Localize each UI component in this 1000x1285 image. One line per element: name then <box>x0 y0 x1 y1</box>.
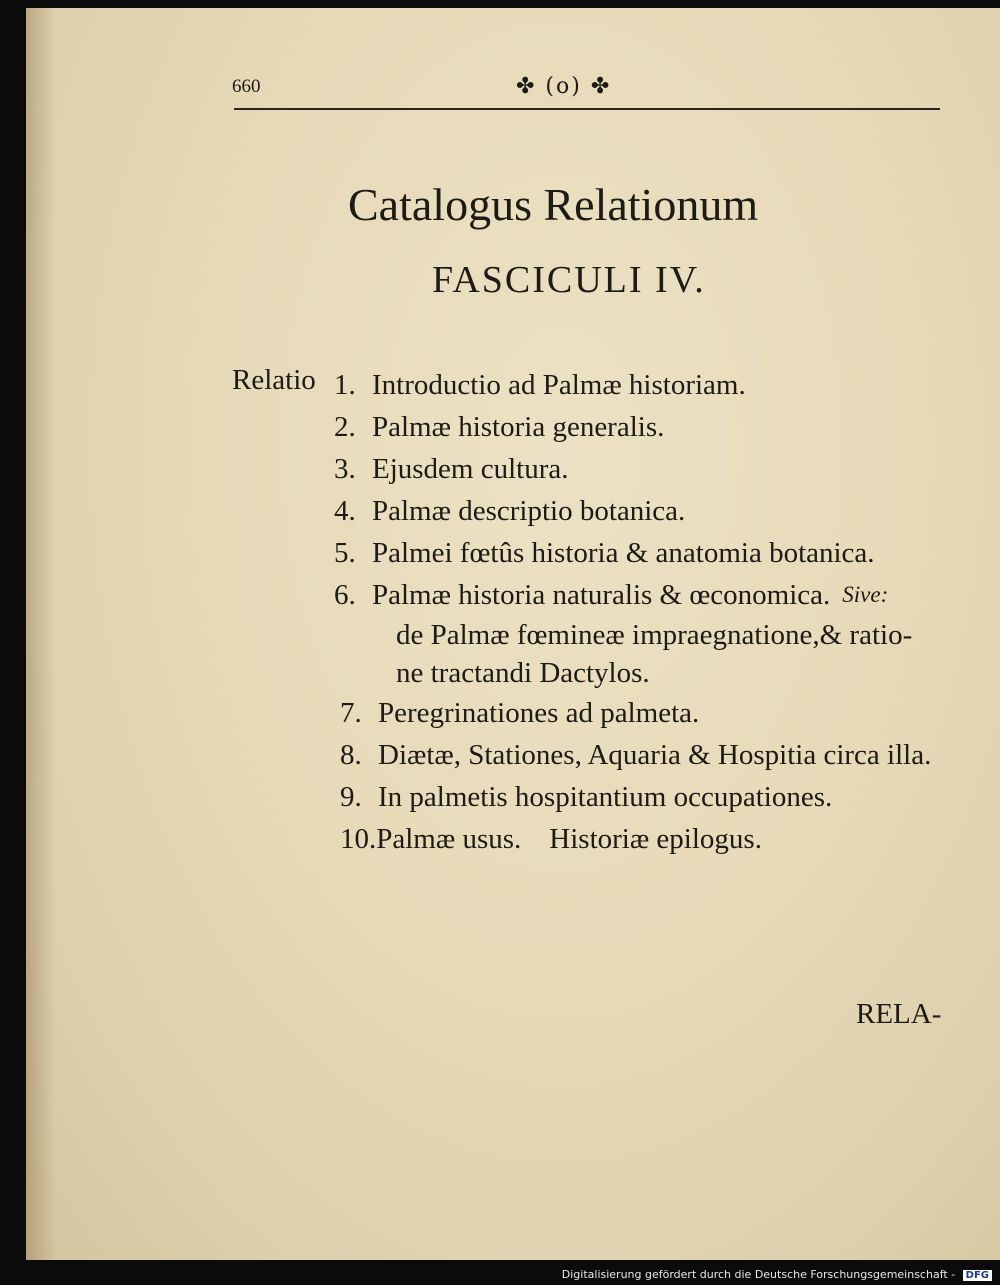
list-item <box>334 692 954 734</box>
header-rule <box>234 108 940 110</box>
item-number: 7. <box>340 697 362 729</box>
list-item <box>334 776 954 818</box>
header-ornament-icon: ✤ (o) ✤ <box>516 74 612 99</box>
credit-text: Digitalisierung gefördert durch die Deutsche Forschungsgemeinschaft - <box>561 1268 956 1281</box>
item-text: Palmei fœtûs historia & anatomia botanica. <box>372 537 875 569</box>
item-number: 9. <box>340 781 362 813</box>
item-text: Palmæ descriptio botanica. <box>372 495 686 527</box>
relation-list <box>334 364 954 860</box>
relatio-lead: Relatio <box>232 364 316 396</box>
item-text: Ejusdem cultura. <box>372 453 569 485</box>
item-number: 8. <box>340 739 362 771</box>
list-item <box>334 818 954 860</box>
item-continuation: de Palmæ fœmineæ impraegnatione,& ratio- <box>396 619 913 651</box>
item-text: Diætæ, Stationes, Aquaria & Hospitia circa illa. <box>378 739 932 771</box>
item-continuation: ne tractandi Dactylos. <box>396 657 650 689</box>
item-number: 2. <box>334 411 356 443</box>
item-number: 3. <box>334 453 356 485</box>
item-text: Palmæ historia generalis. <box>372 411 665 443</box>
item-text: Palmæ usus. <box>376 823 522 855</box>
item-text-secondary: Historiæ epilogus. <box>549 823 762 855</box>
page-title: Catalogus Relationum <box>348 179 759 230</box>
item-number: 1. <box>334 369 356 401</box>
item-number: 6. <box>334 579 356 611</box>
page-subtitle: FASCICULI IV. <box>432 259 706 301</box>
item-number: 10. <box>340 823 377 855</box>
list-item <box>334 406 954 448</box>
list-item <box>334 364 954 406</box>
item-text: Introductio ad Palmæ historiam. <box>372 369 746 401</box>
item-aside: Sive: <box>842 582 889 607</box>
list-item <box>334 532 954 574</box>
list-item <box>334 574 954 616</box>
digitization-credit <box>562 1268 992 1281</box>
book-page <box>26 8 1000 1260</box>
item-text: Palmæ historia naturalis & œconomica. <box>372 579 831 611</box>
item-number: 5. <box>334 537 356 569</box>
list-item <box>334 448 954 490</box>
page-number: 660 <box>232 76 261 97</box>
item-text: Peregrinationes ad palmeta. <box>378 697 700 729</box>
dfg-logo: DFG <box>963 1270 992 1281</box>
item-text: In palmetis hospitantium occupationes. <box>378 781 833 813</box>
list-item <box>334 734 954 776</box>
list-item <box>334 490 954 532</box>
item-number: 4. <box>334 495 356 527</box>
catchword: RELA- <box>856 998 942 1030</box>
